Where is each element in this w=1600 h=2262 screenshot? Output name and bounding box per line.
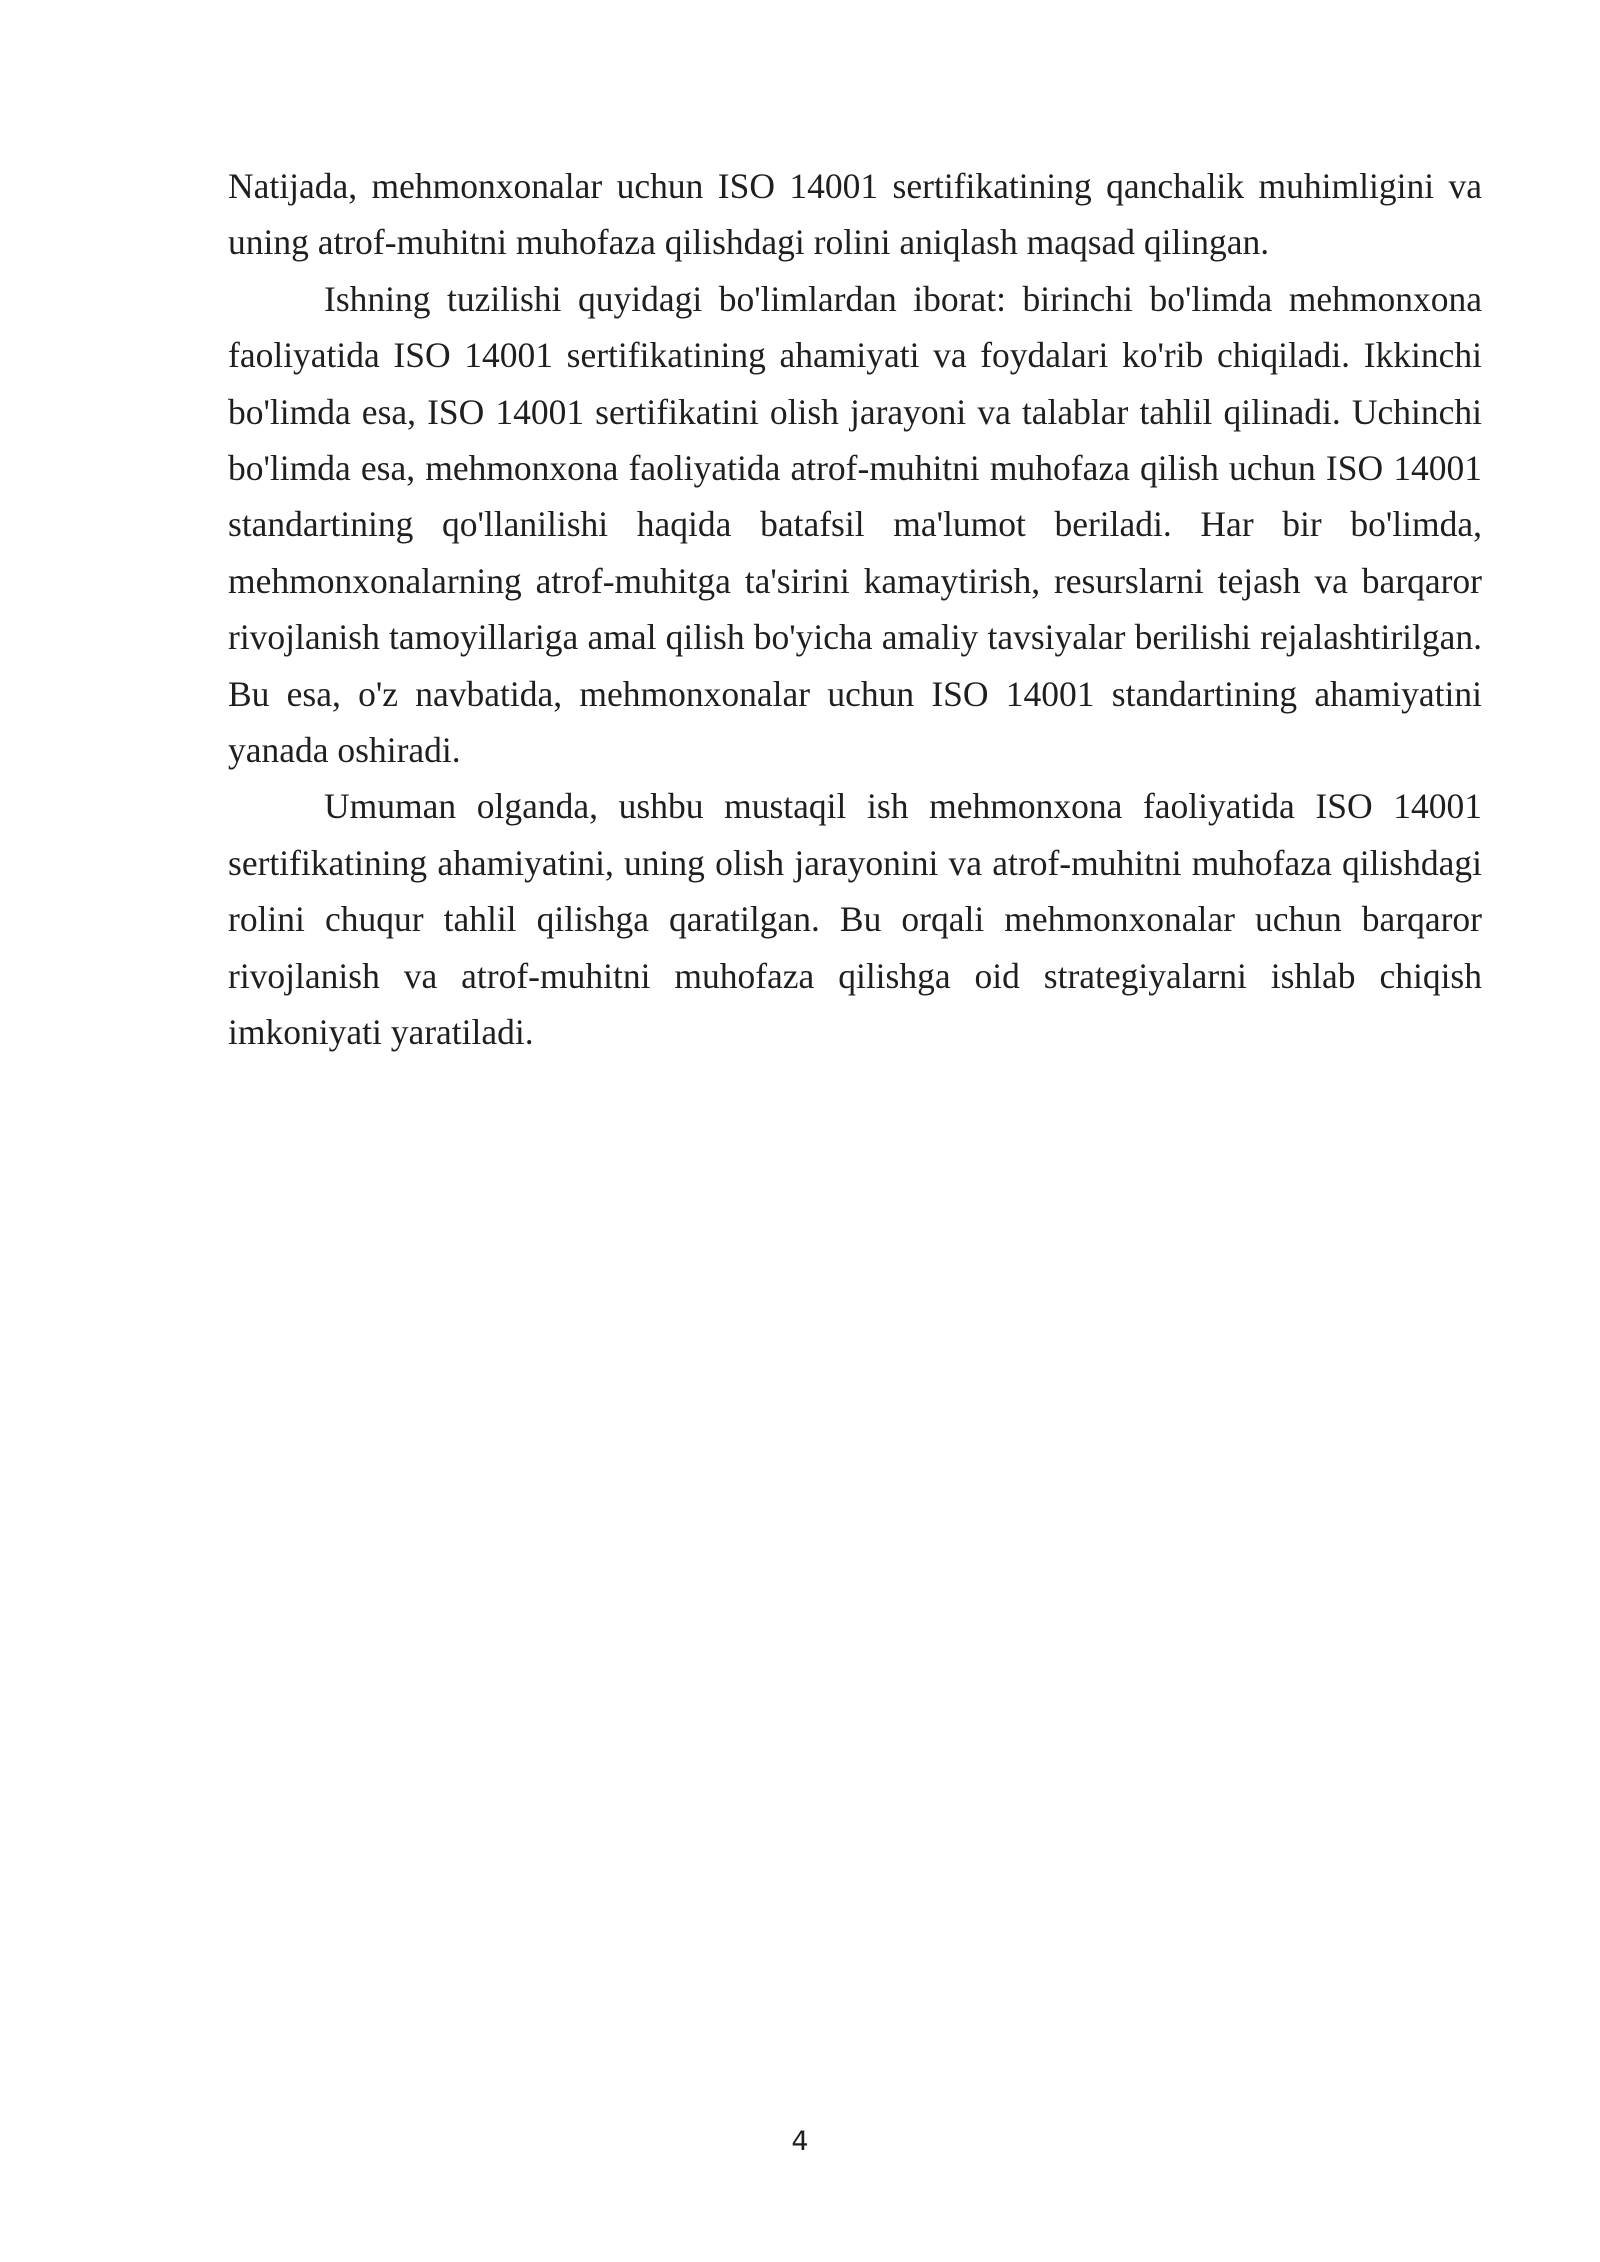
paragraph-summary: Umuman olganda, ushbu mustaqil ish mehmonxona faoliyatida ISO 14001 sertifikatining ahamiyatini, uning olish jarayonini va atrof-muhitni muhofaza qilishdagi rolini chuqur tahlil qilishga qaratilgan. Bu orqali mehmonxonalar uchun barqaror rivojlanish va atrof-muhitni muhofaza qilishga oid strategiyalarni ishlab chiqish imkoniyati yaratiladi. <box>228 786 1482 1053</box>
page-number: 4 <box>791 2126 809 2157</box>
paragraph-conclusion-intro: Natijada, mehmonxonalar uchun ISO 14001 sertifikatining qanchalik muhimligini va uning atrof-muhitni muhofaza qilishdagi rolini aniqlash maqsad qilingan. <box>228 166 1482 263</box>
paragraph-structure: Ishning tuzilishi quyidagi bo'limlardan iborat: birinchi bo'limda mehmonxona faoliyatida ISO 14001 sertifikatining ahamiyati va foydalari ko'rib chiqiladi. Ikkinchi bo'limda esa, ISO 14001 sertifikatini olish jarayoni va talablar tahlil qilinadi. Uchinchi bo'limda esa, mehmonxona faoliyatida atrof-muhitni muhofaza qilish uchun ISO 14001 standartining qo'llanilishi haqida batafsil ma'lumot beriladi. Har bir bo'limda, mehmonxonalarning atrof-muhitga ta'sirini kamaytirish, resurslarni tejash va barqaror rivojlanish tamoyillariga amal qilish bo'yicha amaliy tavsiyalar berilishi rejalashtirilgan. Bu esa, o'z navbatida, mehmonxonalar uchun ISO 14001 standartining ahamiyatini yanada oshiradi. <box>228 278 1482 771</box>
document-body <box>228 158 1482 1061</box>
